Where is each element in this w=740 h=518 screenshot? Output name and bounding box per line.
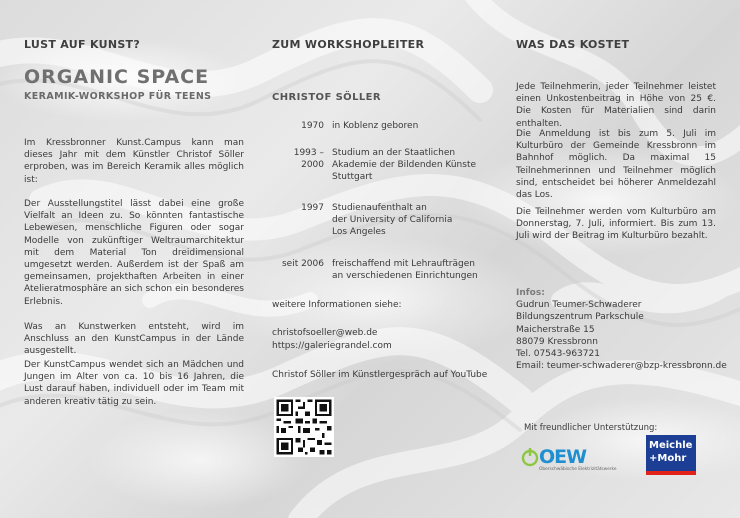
bio-year: 1993 – 2000	[293, 148, 324, 171]
qr-code[interactable]	[274, 397, 334, 457]
gallery-website-link[interactable]: https://galeriegrandel.com	[272, 341, 392, 351]
infos-city: 88079 Kressbronn	[516, 336, 598, 347]
page-title: ORGANIC SPACE	[24, 66, 210, 88]
intro-paragraph-1: Im Kressbronner Kunst.Campus kann man dieses Jahr mit dem Künstler Christof Söller erproben, was im Bereich Keramik alles möglich ist:	[24, 138, 244, 185]
mm-logo-line1: Meichle	[649, 440, 693, 451]
page-subtitle: KERAMIK-WORKSHOP FÜR TEENS	[24, 91, 212, 102]
cost-paragraph-2: Die Anmeldung ist bis zum 5. Juli im Kulturbüro der Gemeinde Kressbronn im Bahnhof möglich. Da maximal 15 Teilnehmerinnen und Teilnehmer möglich sind, entscheidet bei höherer Anmeldezahl das Los.	[516, 129, 716, 201]
infos-block	[516, 287, 727, 372]
bio-text: Studienaufenthalt an der University of California Los Angeles	[332, 203, 453, 238]
heading-lust-auf-kunst: LUST AUF KUNST?	[24, 38, 141, 51]
cost-paragraph-3: Die Teilnehmer werden vom Kulturbüro am Donnerstag, 7. Juli, informiert. Bis zum 13. Juli wird der Beitrag im Kulturbüro bezahlt.	[516, 207, 716, 242]
infos-phone: Tel. 07543-963721	[516, 349, 600, 360]
leader-name: CHRISTOF SÖLLER	[272, 92, 381, 103]
heading-was-das-kostet: WAS DAS KOSTET	[516, 38, 630, 51]
intro-paragraph-3: Was an Kunstwerken entsteht, wird im Anschluss an den KunstCampus in der Lände ausgestellt.	[24, 322, 244, 357]
mm-logo-line2: +Mohr	[649, 453, 687, 464]
infos-contact-name: Gudrun Teumer-Schwaderer	[516, 300, 642, 311]
infos-school: Bildungszentrum Parkschule	[516, 312, 644, 323]
sponsors-label: Mit freundlicher Unterstützung:	[524, 423, 658, 433]
bio-text: freischaffend mit Lehraufträgen an verschiedenen Einrichtungen	[332, 259, 478, 282]
oew-logo-subtitle: Oberschwäbische Elektrizitätswerke	[539, 467, 617, 472]
bio-year: seit 2006	[281, 259, 324, 269]
heading-workshopleiter: ZUM WORKSHOPLEITER	[272, 38, 425, 51]
oew-logo	[521, 447, 621, 475]
leader-email-link[interactable]: christofsoeller@web.de	[272, 328, 378, 338]
infos-street: Maicherstraße 15	[516, 324, 595, 335]
bio-text: in Koblenz geboren	[332, 121, 419, 131]
meichle-mohr-logo	[646, 435, 696, 475]
oew-logo-text: OEW	[539, 446, 587, 468]
bio-year: 1970	[301, 121, 324, 131]
infos-heading: Infos:	[516, 288, 545, 298]
youtube-note: Christof Söller im Künstlergespräch auf YouTube	[272, 370, 488, 380]
mm-logo-stripe	[646, 471, 696, 475]
more-info-label: weitere Informationen siehe:	[272, 300, 402, 310]
bio-text: Studium an der Staatlichen Akademie der Bildenden Künste Stuttgart	[332, 148, 477, 183]
intro-paragraph-4: Der KunstCampus wendet sich an Mädchen und Jungen im Alter von ca. 10 bis 16 Jahren, die Lust darauf haben, individuell oder im Team mit anderen kreativ tätig zu sein.	[24, 360, 244, 407]
infos-email-link[interactable]: Email: teumer-schwaderer@bzp-kressbronn.de	[516, 361, 727, 372]
bio-year: 1997	[301, 203, 324, 213]
cost-paragraph-1: Jede Teilnehmerin, jeder Teilnehmer leistet einen Unkostenbeitrag in Höhe von 25 €. Die Kosten für Materialien sind darin enthalten.	[516, 82, 716, 129]
intro-paragraph-2: Der Ausstellungstitel lässt dabei eine große Vielfalt an Ideen zu. So könnten fantastische Lebewesen, menschliche Figuren oder sogar Modelle von zukünftiger Weltraumarchitektur mit dem Material Ton dreidimensional umgesetzt werden. Außerdem ist der Spaß am gemeinsamen, projekthaften Arbeiten in einer Atelieratmosphäre an sich schon ein besonderes Erlebnis.	[24, 199, 244, 307]
